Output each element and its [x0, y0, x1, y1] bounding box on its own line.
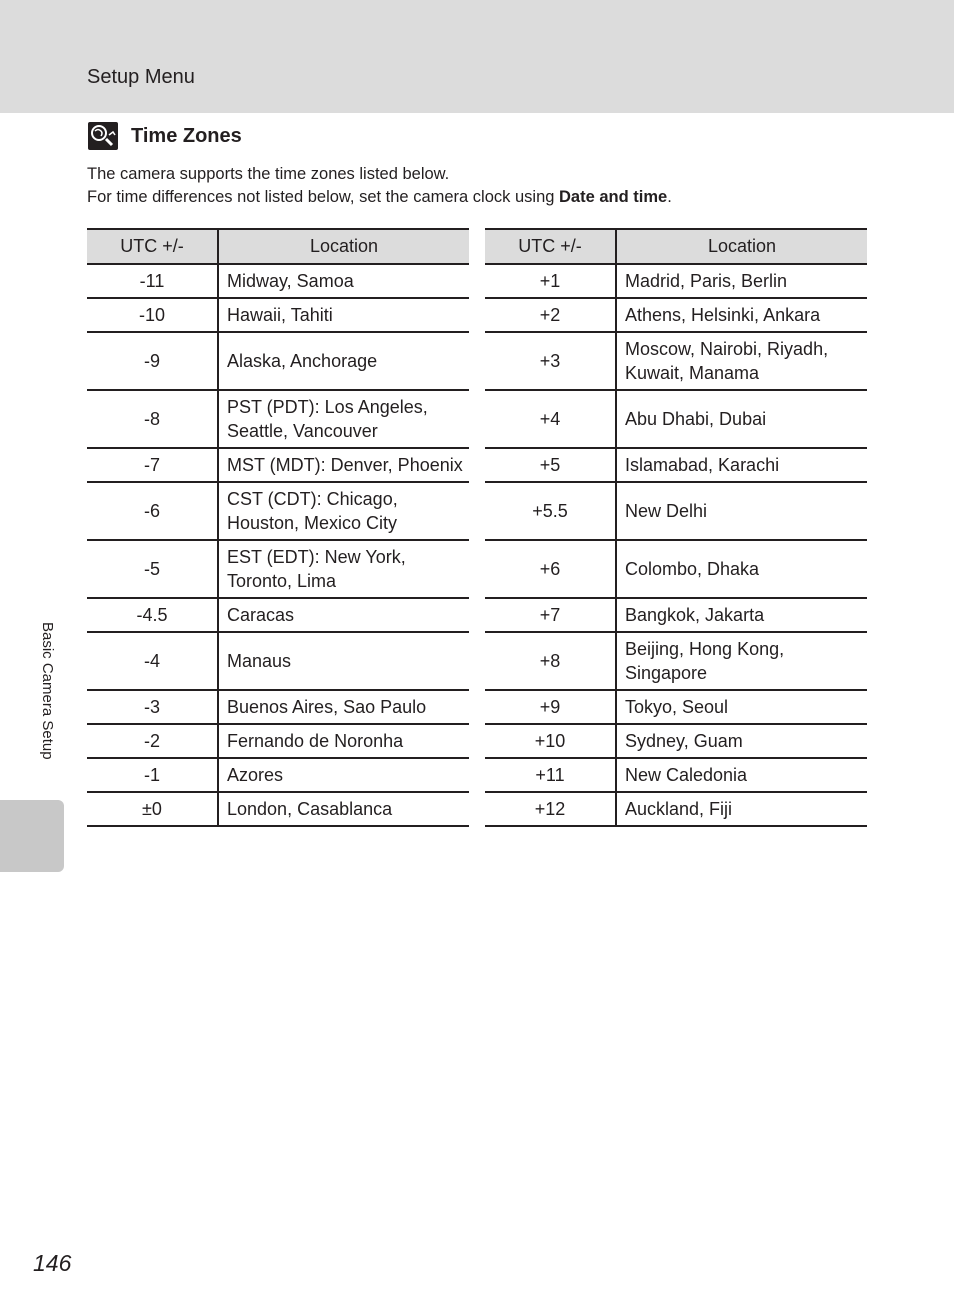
table-row: [87, 724, 469, 758]
utc-offset-cell: +10: [485, 724, 616, 758]
utc-offset-cell: -10: [87, 298, 218, 332]
utc-offset-cell: -4: [87, 632, 218, 690]
utc-offset-cell: +12: [485, 792, 616, 826]
utc-offset-cell: -6: [87, 482, 218, 540]
table-row: [87, 598, 469, 632]
table-row: [87, 390, 469, 448]
location-cell: Colombo, Dhaka: [616, 540, 867, 598]
table-row: [485, 332, 867, 390]
location-cell: Alaska, Anchorage: [218, 332, 469, 390]
utc-offset-cell: +5.5: [485, 482, 616, 540]
utc-offset-cell: +6: [485, 540, 616, 598]
utc-offset-cell: +4: [485, 390, 616, 448]
table-row: [485, 264, 867, 298]
utc-offset-cell: +11: [485, 758, 616, 792]
table-row: [485, 690, 867, 724]
table-row: [485, 724, 867, 758]
utc-offset-cell: +3: [485, 332, 616, 390]
utc-column-header: UTC +/-: [87, 229, 218, 264]
table-row: [485, 598, 867, 632]
location-cell: Manaus: [218, 632, 469, 690]
table-row: [485, 758, 867, 792]
table-header-row: [485, 229, 867, 264]
location-cell: Tokyo, Seoul: [616, 690, 867, 724]
table-row: [87, 632, 469, 690]
utc-offset-cell: -4.5: [87, 598, 218, 632]
table-row: [87, 482, 469, 540]
utc-offset-cell: -7: [87, 448, 218, 482]
page-number: 146: [33, 1250, 72, 1276]
utc-offset-cell: -3: [87, 690, 218, 724]
world-time-icon: [88, 122, 118, 150]
utc-offset-cell: +1: [485, 264, 616, 298]
utc-offset-cell: +5: [485, 448, 616, 482]
utc-offset-cell: -5: [87, 540, 218, 598]
location-cell: Auckland, Fiji: [616, 792, 867, 826]
date-and-time-reference: Date and time: [559, 188, 668, 206]
location-cell: Abu Dhabi, Dubai: [616, 390, 867, 448]
utc-offset-cell: -8: [87, 390, 218, 448]
location-cell: New Caledonia: [616, 758, 867, 792]
location-cell: Madrid, Paris, Berlin: [616, 264, 867, 298]
location-cell: EST (EDT): New York, Toronto, Lima: [218, 540, 469, 598]
utc-offset-cell: -11: [87, 264, 218, 298]
table-row: [87, 298, 469, 332]
location-column-header: Location: [616, 229, 867, 264]
table-row: [87, 332, 469, 390]
table-header-row: [87, 229, 469, 264]
utc-offset-cell: +2: [485, 298, 616, 332]
location-cell: Athens, Helsinki, Ankara: [616, 298, 867, 332]
table-row: [87, 758, 469, 792]
table-row: [87, 264, 469, 298]
intro-line-2: For time differences not listed below, set the camera clock using Date and time.: [87, 188, 672, 206]
location-cell: Moscow, Nairobi, Riyadh, Kuwait, Manama: [616, 332, 867, 390]
side-tab-marker: [0, 800, 64, 872]
location-cell: Caracas: [218, 598, 469, 632]
table-row: [87, 540, 469, 598]
table-row: [87, 448, 469, 482]
intro-text: [87, 163, 887, 209]
location-cell: Azores: [218, 758, 469, 792]
section-label: Setup Menu: [87, 66, 195, 88]
utc-offset-cell: ±0: [87, 792, 218, 826]
location-cell: Fernando de Noronha: [218, 724, 469, 758]
table-row: [485, 632, 867, 690]
table-row: [87, 690, 469, 724]
side-tab-label: Basic Camera Setup: [39, 622, 56, 760]
table-row: [485, 792, 867, 826]
location-cell: Buenos Aires, Sao Paulo: [218, 690, 469, 724]
utc-offset-cell: -1: [87, 758, 218, 792]
location-cell: Islamabad, Karachi: [616, 448, 867, 482]
section-title: [88, 120, 242, 152]
location-cell: Sydney, Guam: [616, 724, 867, 758]
utc-column-header: UTC +/-: [485, 229, 616, 264]
utc-offset-cell: -2: [87, 724, 218, 758]
table-row: [485, 390, 867, 448]
location-cell: Bangkok, Jakarta: [616, 598, 867, 632]
page-title: Time Zones: [131, 124, 242, 147]
table-row: [485, 540, 867, 598]
location-cell: London, Casablanca: [218, 792, 469, 826]
intro-line-1: The camera supports the time zones listed below.: [87, 165, 450, 183]
location-column-header: Location: [218, 229, 469, 264]
utc-offset-cell: +7: [485, 598, 616, 632]
utc-offset-cell: -9: [87, 332, 218, 390]
location-cell: Hawaii, Tahiti: [218, 298, 469, 332]
table-row: [87, 792, 469, 826]
time-zone-table-right: [485, 228, 867, 827]
location-cell: MST (MDT): Denver, Phoenix: [218, 448, 469, 482]
table-row: [485, 448, 867, 482]
location-cell: PST (PDT): Los Angeles, Seattle, Vancouver: [218, 390, 469, 448]
time-zone-table-left: [87, 228, 469, 827]
table-row: [485, 298, 867, 332]
utc-offset-cell: +9: [485, 690, 616, 724]
location-cell: Midway, Samoa: [218, 264, 469, 298]
location-cell: Beijing, Hong Kong, Singapore: [616, 632, 867, 690]
utc-offset-cell: +8: [485, 632, 616, 690]
table-row: [485, 482, 867, 540]
header-band: [0, 0, 954, 113]
location-cell: New Delhi: [616, 482, 867, 540]
location-cell: CST (CDT): Chicago, Houston, Mexico City: [218, 482, 469, 540]
